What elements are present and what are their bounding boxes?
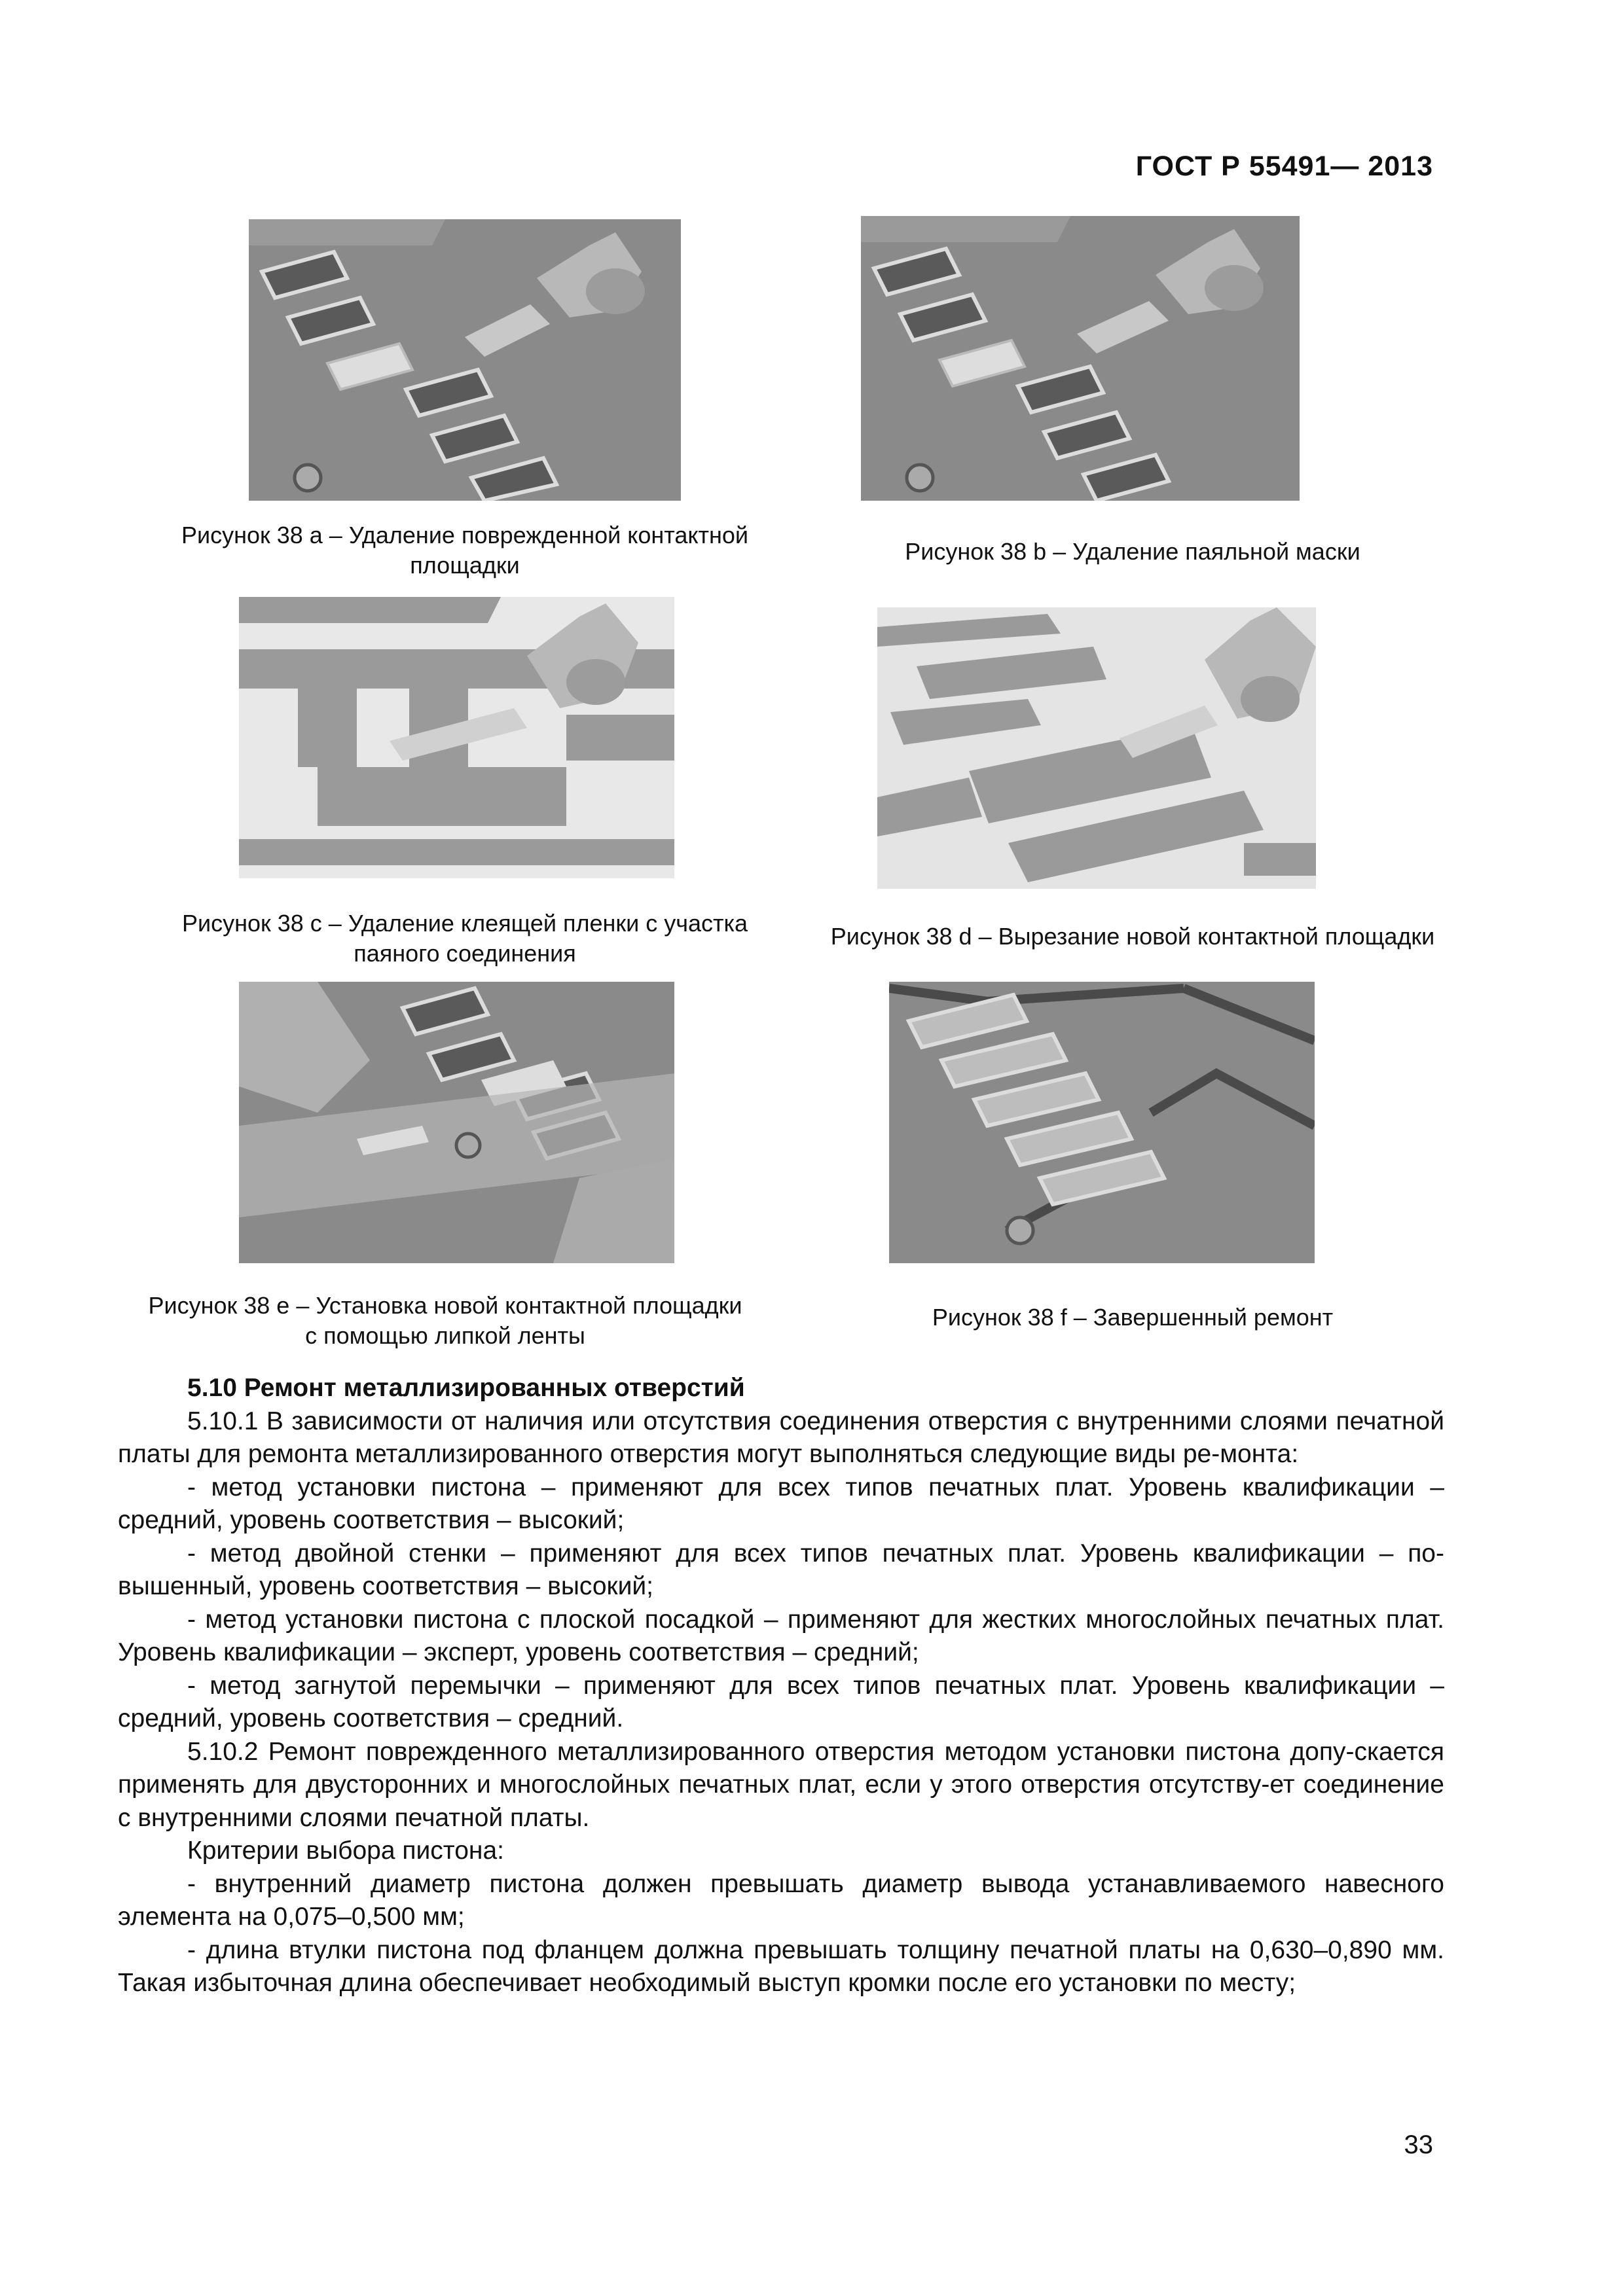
list-item-inner-diameter: - внутренний диаметр пистона должен превышать диаметр вывода устанавливаемого навесного элемента на 0,075–0,500 мм; xyxy=(118,1869,1444,1931)
section-5-10 xyxy=(118,1372,1444,2000)
figure-38a-caption-line1: Рисунок 38 a – Удаление поврежденной контактной xyxy=(181,522,749,548)
document-header: ГОСТ Р 55491— 2013 xyxy=(1135,151,1433,182)
figure-38f-caption-line1: Рисунок 38 f – Завершенный ремонт xyxy=(932,1304,1334,1331)
criteria-heading: Критерии выбора пистона: xyxy=(187,1837,504,1865)
figure-38a-caption xyxy=(137,520,792,581)
figure-38c xyxy=(239,597,674,878)
figure-38b xyxy=(861,216,1300,501)
paragraph-5-10-1: 5.10.1 В зависимости от наличия или отсутствия соединения отверстия с внутренними слоями печатной платы для ремонта металлизированного отверстия могут выполняться следующие виды ре-монта: xyxy=(118,1407,1444,1468)
page-number: 33 xyxy=(1404,2130,1433,2159)
figure-38a xyxy=(249,219,681,501)
paragraph-5-10-2: 5.10.2 Ремонт поврежденного металлизированного отверстия методом установки пистона допу-скается применять для двусторонних и многослойных печатных плат, если у этого отверстия отсутству-ет соединение с внутренними слоями печатной платы. xyxy=(118,1737,1444,1832)
pcb-illustration-e xyxy=(239,982,674,1263)
pcb-illustration-d xyxy=(877,607,1316,889)
figure-38d-caption xyxy=(805,922,1460,952)
figure-38b-caption xyxy=(805,537,1460,567)
figure-38c-caption-line1: Рисунок 38 c – Удаление клеящей пленки с участка xyxy=(181,910,748,937)
figure-38e-caption-line2: с помощью липкой ленты xyxy=(305,1322,585,1349)
list-item-bent-jumper-method: - метод загнутой перемычки – применяют для всех типов печатных плат. Уровень квалификации – средний, уровень соответствия – средний. xyxy=(118,1671,1444,1732)
figure-38a-caption-line2: площадки xyxy=(410,552,520,579)
figure-38c-caption xyxy=(137,908,792,969)
figure-38d xyxy=(877,607,1316,889)
figure-38d-caption-line1: Рисунок 38 d – Вырезание новой контактной площадки xyxy=(830,923,1435,950)
pcb-illustration-f xyxy=(889,982,1315,1263)
figure-38f xyxy=(889,982,1315,1263)
list-item-sleeve-length: - длина втулки пистона под фланцем должна превышать толщину печатной платы на 0,630–0,890 мм. Такая избыточная длина обеспечивает необходимый выступ кромки после его установки по месту; xyxy=(118,1935,1444,1997)
pcb-illustration-b xyxy=(861,216,1300,501)
figure-38e-caption xyxy=(118,1291,773,1351)
figure-38c-caption-line2: паяного соединения xyxy=(354,940,576,967)
figure-38e-caption-line1: Рисунок 38 e – Установка новой контактной площадки xyxy=(148,1292,742,1319)
section-heading: 5.10 Ремонт металлизированных отверстий xyxy=(187,1374,745,1402)
figure-38e xyxy=(239,982,674,1263)
figure-38f-caption xyxy=(805,1302,1460,1333)
pcb-illustration-a xyxy=(249,219,681,501)
list-item-double-wall-method: - метод двойной стенки – применяют для всех типов печатных плат. Уровень квалификации – по-вышенный, уровень соответствия – высокий; xyxy=(118,1539,1444,1600)
list-item-rivet-method: - метод установки пистона – применяют для всех типов печатных плат. Уровень квалификации – средний, уровень соответствия – высокий; xyxy=(118,1473,1444,1534)
pcb-illustration-c xyxy=(239,597,674,878)
figure-38b-caption-line1: Рисунок 38 b – Удаление паяльной маски xyxy=(905,538,1360,565)
list-item-flat-rivet-method: - метод установки пистона с плоской посадкой – применяют для жестких многослойных печатных плат. Уровень квалификации – эксперт, уровень соответствия – средний; xyxy=(118,1605,1444,1666)
